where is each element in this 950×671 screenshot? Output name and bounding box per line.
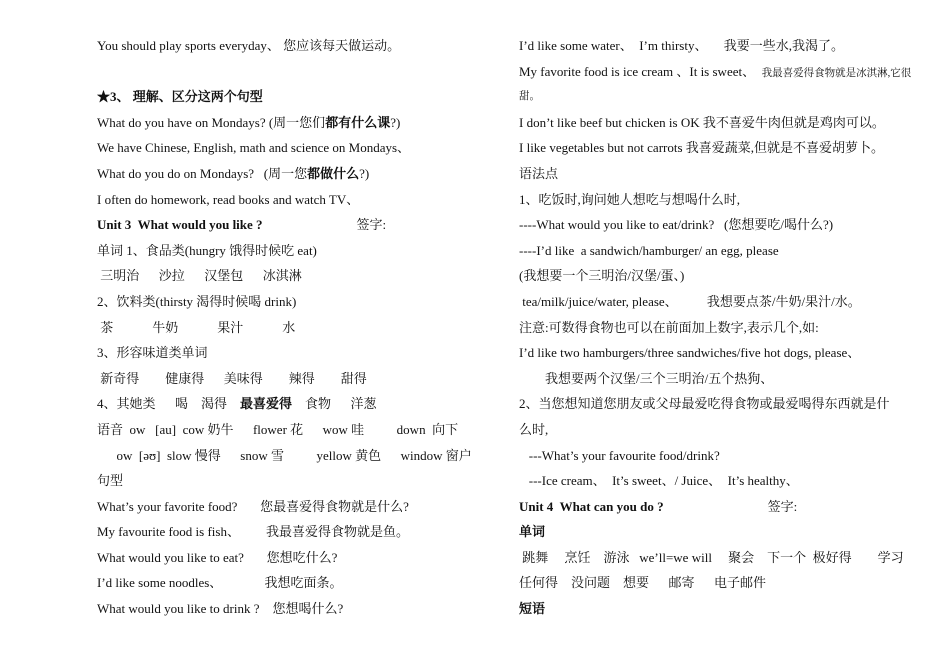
- sentence-translation: 我最喜爱得食物就是冰淇淋,它很: [761, 67, 912, 79]
- grammar-answer: ---Ice cream、 It’s sweet、/ Juice、 It’s healthy、: [519, 473, 799, 489]
- vocab-items: 新奇得 健康得 美味得 辣得 甜得: [97, 370, 367, 386]
- grammar-point-continuation: 么时,: [519, 421, 549, 437]
- vocab-items: 三明治 沙拉 汉堡包 冰淇淋: [97, 268, 302, 284]
- grammar-question: ---What’s your favourite food/drink?: [519, 447, 720, 463]
- grammar-point: 2、当您想知道您朋友或父母最爱吃得食物或最爱喝得东西就是什: [519, 396, 890, 412]
- vocab-category: 3、形容味道类单词: [97, 345, 208, 361]
- sentence-line: What’s your favorite food? 您最喜爱得食物就是什么?: [97, 498, 409, 514]
- emphasis-text: 都有什么课: [325, 114, 391, 130]
- vocab-category: [97, 391, 489, 417]
- subsection-label: 语法点: [519, 165, 559, 181]
- question-line: [97, 110, 489, 136]
- subsection-label: 单词: [519, 524, 546, 540]
- grammar-question: ----What would you like to eat/drink? (您想要吃/喝什么?): [519, 217, 834, 233]
- left-column: [97, 33, 489, 622]
- sentence-line: What would you like to drink ? 您想喝什么?: [97, 601, 344, 617]
- sentence-line: I’d like some water、 I’m thirsty、 我要一些水,我渴了。: [519, 38, 844, 53]
- vocab-items: 任何得 没问题 想要 邮寄 电子邮件: [519, 575, 767, 591]
- signature-label: 签字:: [767, 498, 798, 514]
- phonics-line: ow [əʊ] slow 慢得 snow 雪 yellow 黄色 window 窗户: [97, 447, 472, 463]
- sentence-line: I’d like some noodles、 我想吃面条。: [97, 575, 343, 591]
- unit-title: Unit 4 What can you do ?: [519, 498, 664, 514]
- vocab-category: 2、饮料类(thirsty 渴得时候喝 drink): [97, 293, 297, 309]
- grammar-answer: tea/milk/juice/water, please、 我想要点茶/牛奶/果汁/水。: [519, 293, 861, 309]
- question-text: What do you do on Mondays? (周一您: [97, 165, 308, 181]
- blank-line: [97, 59, 489, 85]
- unit-heading: [97, 212, 489, 238]
- answer-line: I often do homework, read books and watch TV、: [97, 191, 360, 207]
- vocab-text: 4、其她类 喝 渴得: [97, 396, 241, 412]
- signature-label: 签字:: [356, 217, 387, 233]
- vocab-items: 跳舞 烹饪 游泳 we’ll=we will 聚会 下一个 极好得 学习: [519, 549, 904, 565]
- note-line: 注意:可数得食物也可以在前面加上数字,表示几个,如:: [519, 319, 819, 335]
- subsection-label: 句型: [97, 473, 124, 489]
- example-translation: 我想要两个汉堡/三个三明治/五个热狗、: [519, 370, 774, 386]
- question-line: [97, 161, 489, 187]
- sentence-continuation: 甜。: [519, 91, 540, 103]
- sentence-line: I don’t like beef but chicken is OK 我不喜爱牛肉但就是鸡肉可以。: [519, 114, 885, 130]
- sentence-line: I like vegetables but not carrots 我喜爱蔬菜,但就是不喜爱胡萝卜。: [519, 140, 885, 156]
- right-column: [519, 33, 919, 622]
- question-text-end: ?): [359, 165, 370, 181]
- vocab-text-end: 食物 洋葱: [292, 396, 377, 412]
- vocab-category: 单词 1、食品类(hungry 饿得时候吃 eat): [97, 242, 317, 258]
- unit-title: Unit 3 What would you like ?: [97, 217, 263, 233]
- grammar-answer: ----I’d like a sandwich/hamburger/ an egg, please: [519, 242, 779, 258]
- subsection-label: 短语: [519, 601, 546, 617]
- text-line: You should play sports everyday、 您应该每天做运动。: [97, 38, 401, 53]
- unit-heading: [519, 494, 919, 520]
- section-heading: ★3、 理解、区分这两个句型: [97, 89, 263, 105]
- answer-line: We have Chinese, English, math and science on Mondays、: [97, 140, 411, 156]
- grammar-answer-translation: (我想要一个三明治/汉堡/蛋、): [519, 268, 685, 284]
- phonics-line: 语音 ow [au] cow 奶牛 flower 花 wow 哇 down 向下: [97, 421, 459, 437]
- sentence-text: My favorite food is ice cream 、It is sweet、: [519, 63, 762, 79]
- sentence-line: My favourite food is fish、 我最喜爱得食物就是鱼。: [97, 524, 409, 540]
- sentence-line: What would you like to eat? 您想吃什么?: [97, 549, 338, 565]
- grammar-point: 1、吃饭时,询问她人想吃与想喝什么时,: [519, 191, 741, 207]
- emphasis-text: 最喜爱得: [240, 396, 293, 412]
- question-text: What do you have on Mondays? (周一您们: [97, 114, 326, 130]
- question-text-end: ?): [390, 114, 401, 130]
- example-line: I’d like two hamburgers/three sandwiches/five hot dogs, please、: [519, 345, 861, 361]
- emphasis-text: 都做什么: [307, 165, 360, 181]
- vocab-items: 茶 牛奶 果汁 水: [97, 319, 296, 335]
- sentence-line: [519, 59, 919, 85]
